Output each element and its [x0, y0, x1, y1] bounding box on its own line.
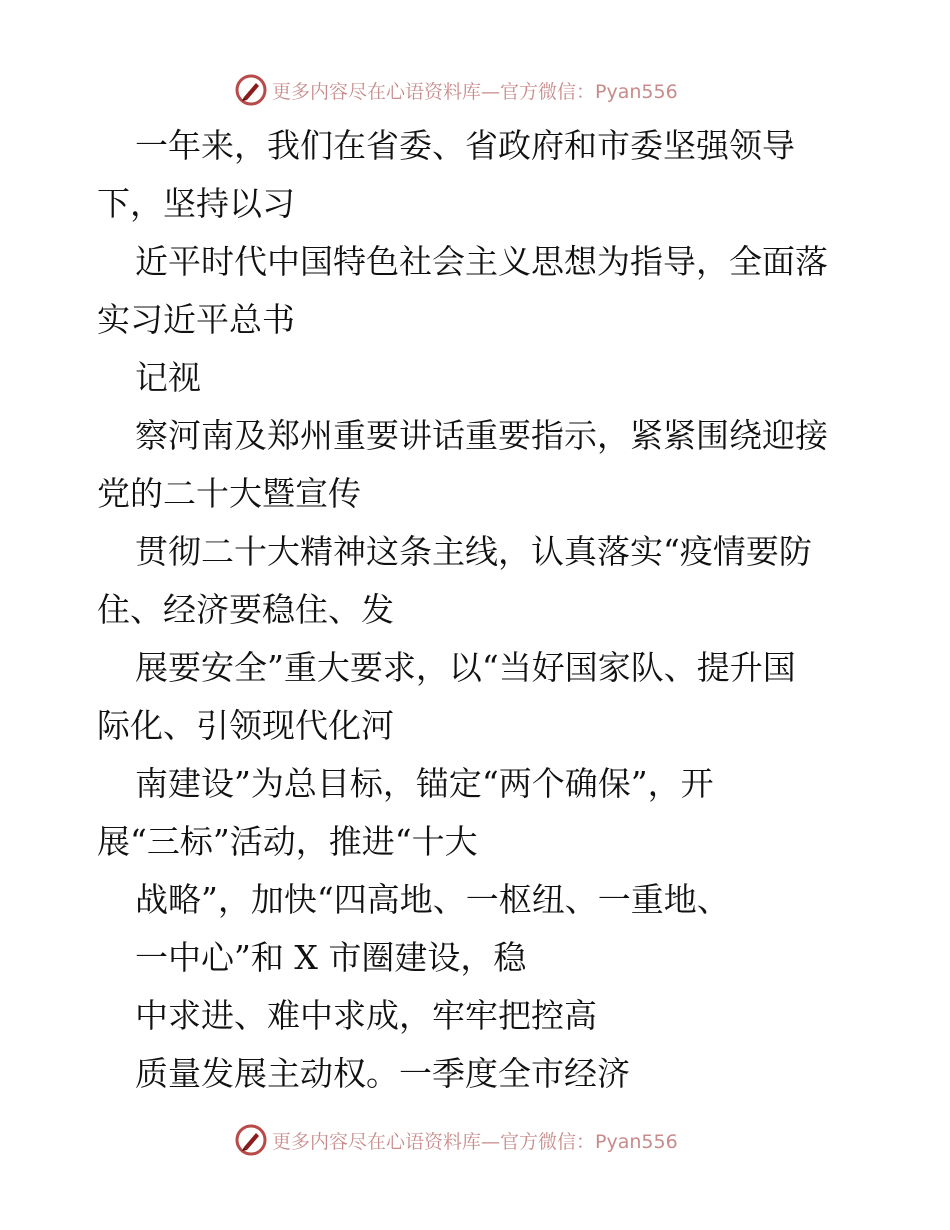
text-line: 贯彻二十大精神这条主线，认真落实“疫情要防	[135, 532, 812, 571]
text-line: 下，坚持以习	[97, 184, 295, 223]
pen-logo-icon	[234, 73, 268, 107]
text-line: 记视	[135, 358, 201, 397]
text-line: 中求进、难中求成，牢牢把控高	[135, 996, 597, 1035]
header-watermark	[234, 70, 678, 110]
pen-logo-icon	[234, 1123, 268, 1157]
text-line: 一中心”和 X 市圈建设，稳	[135, 938, 527, 977]
text-line: 战略”，加快“四高地、一枢纽、一重地、	[135, 880, 730, 919]
text-line: 际化、引领现代化河	[97, 706, 394, 745]
watermark-text: 更多内容尽在心语资料库—官方微信：Pyan556	[272, 1130, 678, 1153]
text-line: 近平时代中国特色社会主义思想为指导，全面落	[135, 242, 828, 281]
text-line: 实习近平总书	[97, 300, 295, 339]
text-line: 质量发展主动权。一季度全市经济	[135, 1054, 630, 1093]
watermark-text: 更多内容尽在心语资料库—官方微信：Pyan556	[272, 80, 678, 103]
text-line: 展要安全”重大要求，以“当好国家队、提升国	[135, 648, 796, 687]
text-line: 南建设”为总目标，锚定“两个确保”，开	[135, 764, 714, 803]
text-line: 展“三标”活动，推进“十大	[97, 822, 478, 861]
text-line: 住、经济要稳住、发	[97, 590, 394, 629]
text-line: 察河南及郑州重要讲话重要指示，紧紧围绕迎接	[135, 416, 828, 455]
text-line: 一年来，我们在省委、省政府和市委坚强领导	[135, 126, 795, 165]
footer-watermark	[234, 1120, 678, 1160]
text-line: 党的二十大暨宣传	[97, 474, 361, 513]
